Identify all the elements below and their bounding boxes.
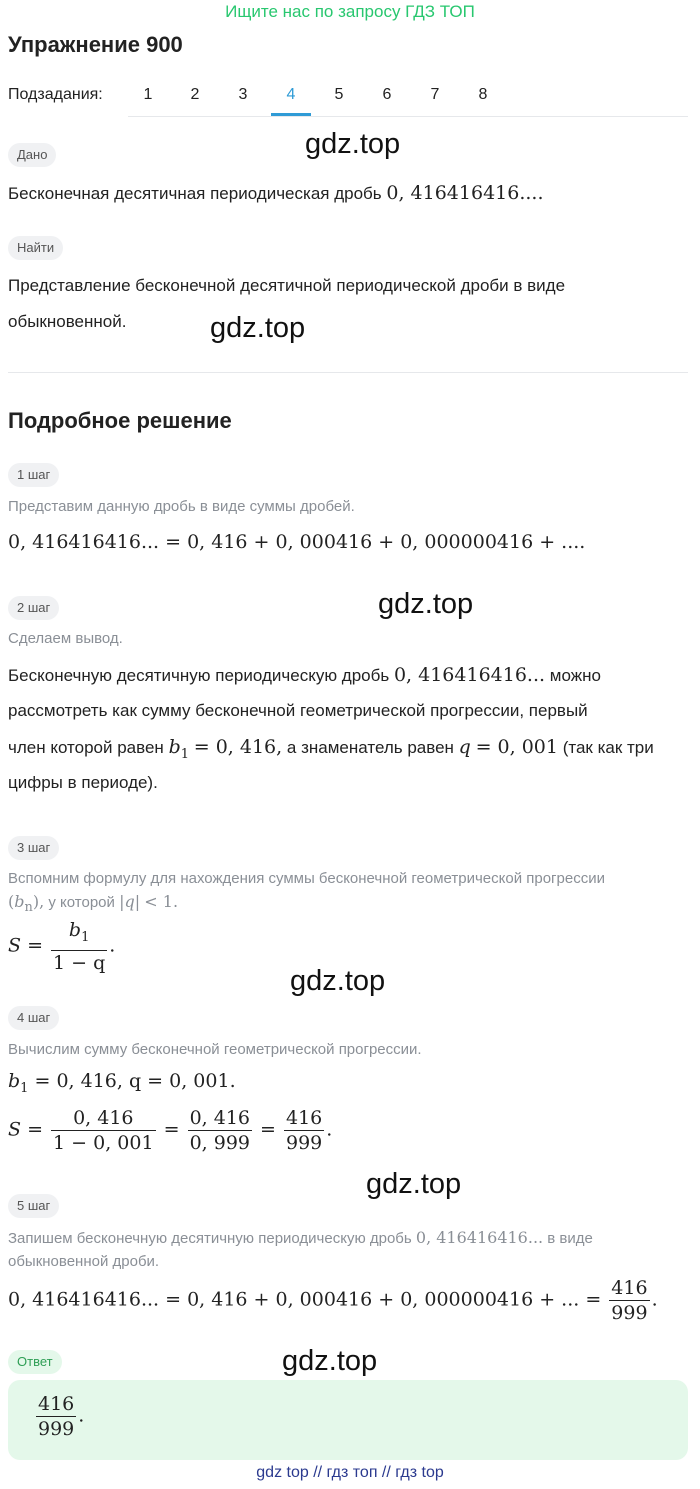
sum-formula-denominator: 1 − q — [53, 951, 106, 974]
subtask-tab-8[interactable]: 8 — [478, 86, 488, 103]
find-badge: Найти — [8, 236, 63, 260]
step-4-fraction-1: $\frac{0, 416}{1 - 0, 001}$ — [53, 1107, 154, 1154]
given-math: 0, 416416416.... — [386, 182, 544, 204]
watermark: gdz.top — [378, 588, 474, 620]
abs-q: |q| — [119, 892, 141, 911]
step-2-note: Сделаем вывод. — [8, 630, 123, 647]
subtask-tab-4[interactable]: 4 — [286, 86, 296, 103]
answer-fraction: $\frac{416}{999}$ — [38, 1393, 75, 1440]
subtask-tab-5[interactable]: 5 — [334, 86, 344, 103]
subtask-tab-7[interactable]: 7 — [430, 86, 440, 103]
footer-links: gdz top // гдз топ // гдз top — [256, 1464, 444, 1481]
top-banner: Ищите нас по запросу ГДЗ ТОП — [225, 2, 475, 21]
step-2-line-1 — [8, 657, 601, 694]
sum-formula-fraction: $\frac{b_1}{1 - q}$ — [53, 919, 106, 974]
bn-term: $(b_n)$, — [8, 892, 45, 916]
step-5-fraction: $\frac{416}{999}$ — [611, 1277, 648, 1324]
step-1-badge: 1 шаг — [8, 463, 59, 487]
step-3-condition: < 1. — [144, 892, 179, 911]
step-2-line-3-text: член которой равен — [8, 738, 164, 757]
subtasks-label: Подзадания: — [8, 86, 103, 103]
step-4-badge: 4 шаг — [8, 1006, 59, 1030]
step-5-formula: 0, 416416416... = 0, 416 + 0, 000416 + 0, 000000416 + ... = $\frac{416}{999}$ . — [8, 1277, 658, 1324]
given-badge: Дано — [8, 143, 56, 167]
step-1-formula: 0, 416416416... = 0, 416 + 0, 000416 + 0, 000000416 + .... — [8, 531, 586, 553]
watermark: gdz.top — [210, 312, 306, 344]
step-2-line-3-tail: (так как три — [562, 738, 654, 757]
step-2-line-1-tail: можно — [549, 666, 601, 685]
b1-term: $b_1$ — [168, 736, 190, 762]
step-2-line-3-text-2: а знаменатель равен — [286, 738, 454, 757]
answer-badge: Ответ — [8, 1350, 62, 1374]
find-line-1: Представление бесконечной десятичной периодической дроби в виде — [8, 276, 566, 295]
step-2-line-1-math: 0, 416416416... — [393, 664, 546, 686]
step-5-note-1 — [8, 1226, 593, 1250]
step-5-note-1-tail: в виде — [547, 1230, 593, 1247]
active-tab-indicator — [271, 113, 311, 116]
step-5-badge: 5 шаг — [8, 1194, 59, 1218]
step-5-note-1-text: Запишем бесконечную десятичную периодическую дробь — [8, 1230, 412, 1247]
page-title: Упражнение 900 — [8, 32, 183, 57]
q-term: q — [458, 736, 471, 758]
step-5-note-2: обыкновенной дроби. — [8, 1253, 160, 1270]
answer-value: $\frac{416}{999}$ . — [38, 1393, 85, 1440]
step-2-line-4: цифры в периоде). — [8, 773, 158, 792]
find-line-2: обыкновенной. — [8, 312, 127, 331]
step-3-note-2-tail: у которой — [48, 894, 115, 911]
step-5-formula-text: 0, 416416416... = 0, 416 + 0, 000416 + 0, 000000416 + ... = — [8, 1288, 602, 1311]
step-4-given-values: = 0, 416, q = 0, 001. — [34, 1070, 236, 1092]
subtask-tab-3[interactable]: 3 — [238, 86, 248, 103]
step-4-fraction-2: $\frac{0, 416}{0, 999}$ — [189, 1107, 250, 1154]
step-3-formula: S = $\frac{b_1}{1 - q}$ . — [8, 919, 116, 974]
b1-value: = 0, 416, — [193, 736, 283, 758]
step-5-note-1-math: 0, 416416416... — [415, 1228, 544, 1247]
step-2-line-2: рассмотреть как сумму бесконечной геометрической прогрессии, первый — [8, 701, 588, 720]
step-3-note-1: Вспомним формулу для нахождения суммы бесконечной геометрической прогрессии — [8, 870, 605, 887]
step-4-fraction-3: $\frac{416}{999}$ — [286, 1107, 323, 1154]
step-4-given: $b_1 = 0$, 416, q = 0, 001. — [8, 1070, 236, 1096]
subtask-tab-2[interactable]: 2 — [190, 86, 200, 103]
watermark: gdz.top — [282, 1345, 378, 1377]
watermark: gdz.top — [366, 1168, 462, 1200]
step-2-badge: 2 шаг — [8, 596, 59, 620]
step-4-note: Вычислим сумму бесконечной геометрической прогрессии. — [8, 1041, 422, 1058]
subtask-tab-6[interactable]: 6 — [382, 86, 392, 103]
given-text-label: Бесконечная десятичная периодическая дробь — [8, 184, 382, 203]
subtask-tabs — [128, 76, 688, 117]
q-value: = 0, 001 — [475, 736, 558, 758]
step-3-badge: 3 шаг — [8, 836, 59, 860]
step-3-note-2 — [8, 890, 178, 919]
step-4-formula: S = $\frac{0, 416}{1 - 0, 001}$ = $\frac{0, 416}{0, 999}$ = $\frac{416}{999}$ . — [8, 1107, 333, 1154]
divider — [8, 372, 688, 373]
subtask-tab-1[interactable]: 1 — [143, 86, 153, 103]
watermark: gdz.top — [305, 128, 401, 160]
step-1-note: Представим данную дробь в виде суммы дробей. — [8, 498, 355, 515]
solution-title: Подробное решение — [8, 408, 232, 433]
step-2-line-1-text: Бесконечную десятичную периодическую дробь — [8, 666, 390, 685]
answer-box — [8, 1380, 688, 1460]
given-text — [8, 175, 544, 212]
watermark: gdz.top — [290, 965, 386, 997]
